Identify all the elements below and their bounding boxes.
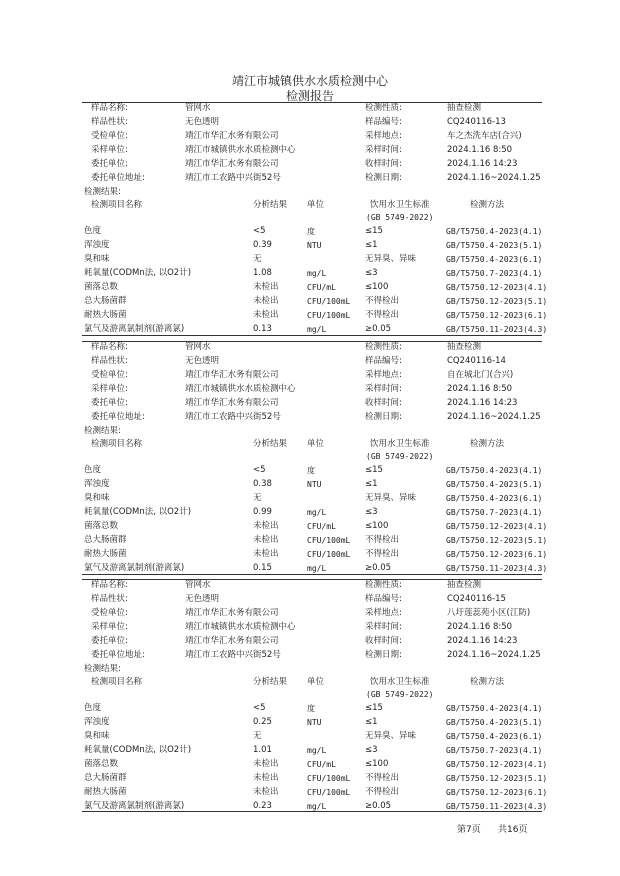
- label-sampling-site: 采样地点:: [365, 608, 402, 618]
- table-row-item: 浑浊度: [84, 479, 110, 489]
- label-entrusted-unit: 受检单位:: [91, 131, 128, 141]
- label-sampling-unit: 采样单位:: [91, 145, 128, 155]
- table-row-standard: ≤3: [365, 507, 378, 517]
- table-row-standard: 无异臭、异味: [365, 493, 417, 503]
- value-sampling-time: 2024.1.16 8:50: [447, 145, 513, 155]
- table-row-standard: 不得检出: [365, 296, 400, 306]
- table-row-item: 菌落总数: [84, 521, 119, 531]
- column-header-method: 检测方法: [470, 677, 505, 687]
- value-test-date: 2024.1.16~2024.1.25: [447, 173, 541, 183]
- table-row-unit: CFU/mL: [307, 522, 336, 531]
- table-row-unit: CFU/100mL: [307, 297, 351, 306]
- label-sampling-time: 采样时间:: [365, 145, 402, 155]
- table-row-method: GB/T5750.4-2023(6.1): [446, 494, 543, 503]
- table-row-standard: 不得检出: [365, 535, 400, 545]
- table-row-unit: CFU/100mL: [307, 774, 351, 783]
- value-sampling-time: 2024.1.16 8:50: [447, 384, 513, 394]
- label-sampling-site: 采样地点:: [365, 370, 402, 380]
- label-sample-property: 样品性状:: [91, 117, 128, 127]
- table-row-method: GB/T5750.4-2023(4.1): [446, 466, 543, 475]
- value-entrusted-unit: 靖江市华汇水务有限公司: [185, 131, 279, 141]
- table-row-method: GB/T5750.11-2023(4.3): [446, 564, 548, 573]
- label-client-address: 委托单位地址:: [91, 412, 145, 422]
- label-sample-no: 样品编号:: [365, 356, 402, 366]
- label-test-date: 检测日期:: [365, 412, 402, 422]
- table-row-item: 总大肠菌群: [84, 773, 127, 783]
- table-row-result: 0.15: [253, 563, 272, 573]
- table-row-result: 未检出: [253, 759, 279, 769]
- label-sampling-time: 采样时间:: [365, 384, 402, 394]
- table-row-result: 0.99: [253, 507, 272, 517]
- table-row-method: GB/T5750.4-2023(4.1): [446, 227, 543, 236]
- value-client-address: 靖江市工农路中兴街52号: [185, 412, 281, 422]
- table-row-result: 无: [253, 254, 262, 264]
- table-row-method: GB/T5750.11-2023(4.3): [446, 325, 548, 334]
- column-header-standard: 饮用水卫生标准: [370, 200, 430, 210]
- value-sampling-unit: 靖江市城镇供水水质检测中心: [185, 145, 296, 155]
- table-row-standard: 不得检出: [365, 773, 400, 783]
- label-test-nature: 检测性质:: [365, 342, 402, 352]
- page-number-current: 第7页: [457, 825, 481, 835]
- table-row-item: 浑浊度: [84, 717, 110, 727]
- table-row-unit: CFU/100mL: [307, 550, 351, 559]
- column-header-unit: 单位: [307, 200, 325, 210]
- table-row-standard: ≤100: [365, 759, 389, 769]
- value-client-unit: 靖江市华汇水务有限公司: [185, 636, 279, 646]
- label-receive-time: 收样时间:: [365, 159, 402, 169]
- value-receive-time: 2024.1.16 14:23: [447, 159, 518, 169]
- table-row-item: 氯气及游离氯制剂(游离氯): [84, 801, 185, 811]
- value-sample-property: 无色透明: [185, 356, 220, 366]
- column-header-unit: 单位: [307, 677, 325, 687]
- table-row-standard: ≥0.05: [365, 324, 392, 334]
- report-doc-title: 检测报告: [285, 89, 334, 103]
- column-header-result: 分析结果: [253, 677, 288, 687]
- table-row-result: 未检出: [253, 521, 279, 531]
- value-client-unit: 靖江市华汇水务有限公司: [185, 159, 279, 169]
- table-row-method: GB/T5750.12-2023(6.1): [446, 311, 548, 320]
- divider-line: [82, 574, 542, 575]
- label-entrusted-unit: 受检单位:: [91, 370, 128, 380]
- table-row-method: GB/T5750.12-2023(4.1): [446, 283, 548, 292]
- results-heading: 检测结果:: [84, 187, 121, 197]
- table-row-item: 氯气及游离氯制剂(游离氯): [84, 324, 185, 334]
- report-org-title: 靖江市城镇供水水质检测中心: [231, 74, 388, 88]
- value-test-date: 2024.1.16~2024.1.25: [447, 412, 541, 422]
- table-row-unit: 度: [307, 704, 315, 713]
- table-row-method: GB/T5750.12-2023(5.1): [446, 297, 548, 306]
- table-row-result: <5: [253, 226, 266, 236]
- table-row-standard: ≤15: [365, 465, 383, 475]
- table-row-unit: CFU/100mL: [307, 536, 351, 545]
- value-test-nature: 抽查检测: [447, 580, 482, 590]
- value-entrusted-unit: 靖江市华汇水务有限公司: [185, 370, 279, 380]
- label-sample-property: 样品性状:: [91, 594, 128, 604]
- value-sample-no: CQ240116-15: [447, 594, 506, 604]
- column-header-item: 检测项目名称: [91, 200, 143, 210]
- value-test-nature: 抽查检测: [447, 342, 482, 352]
- table-row-method: GB/T5750.12-2023(4.1): [446, 760, 548, 769]
- table-row-result: 未检出: [253, 787, 279, 797]
- table-row-result: 0.25: [253, 717, 272, 727]
- table-row-item: 总大肠菌群: [84, 296, 127, 306]
- table-row-method: GB/T5750.4-2023(4.1): [446, 704, 543, 713]
- table-row-item: 色度: [84, 465, 102, 475]
- value-sampling-site: 八圩莲蕊苑小区(江防): [447, 608, 531, 618]
- table-row-unit: mg/L: [307, 746, 327, 755]
- table-row-method: GB/T5750.4-2023(5.1): [446, 718, 543, 727]
- table-row-standard: 不得检出: [365, 310, 400, 320]
- value-receive-time: 2024.1.16 14:23: [447, 636, 518, 646]
- table-row-standard: ≤1: [365, 717, 378, 727]
- label-client-unit: 委托单位:: [91, 398, 128, 408]
- column-header-result: 分析结果: [253, 439, 288, 449]
- table-row-result: 1.08: [253, 268, 272, 278]
- table-row-result: 无: [253, 731, 262, 741]
- label-sample-no: 样品编号:: [365, 594, 402, 604]
- table-row-unit: mg/L: [307, 325, 327, 334]
- table-row-unit: mg/L: [307, 508, 327, 517]
- label-sample-name: 样品名称:: [91, 103, 128, 113]
- table-row-item: 色度: [84, 703, 102, 713]
- results-heading: 检测结果:: [84, 664, 121, 674]
- table-row-method: GB/T5750.11-2023(4.3): [446, 802, 548, 811]
- table-row-unit: 度: [307, 227, 315, 236]
- table-row-standard: ≤1: [365, 240, 378, 250]
- label-sample-name: 样品名称:: [91, 580, 128, 590]
- value-sample-name: 管网水: [185, 580, 211, 590]
- column-header-result: 分析结果: [253, 200, 288, 210]
- results-heading: 检测结果:: [84, 426, 121, 436]
- label-sampling-time: 采样时间:: [365, 622, 402, 632]
- table-row-standard: ≤15: [365, 226, 383, 236]
- column-header-standard-sub: (GB 5749-2022): [366, 213, 434, 222]
- table-row-result: 0.39: [253, 240, 272, 250]
- table-row-method: GB/T5750.12-2023(5.1): [446, 774, 548, 783]
- table-row-standard: ≤100: [365, 521, 389, 531]
- table-row-item: 氯气及游离氯制剂(游离氯): [84, 563, 185, 573]
- table-row-method: GB/T5750.4-2023(6.1): [446, 732, 543, 741]
- table-row-method: GB/T5750.4-2023(6.1): [446, 255, 543, 264]
- table-row-method: GB/T5750.4-2023(5.1): [446, 480, 543, 489]
- table-row-item: 臭和味: [84, 254, 110, 264]
- table-row-result: 未检出: [253, 282, 279, 292]
- label-sampling-site: 采样地点:: [365, 131, 402, 141]
- table-row-item: 臭和味: [84, 731, 110, 741]
- label-test-nature: 检测性质:: [365, 580, 402, 590]
- table-row-item: 耐热大肠菌: [84, 310, 127, 320]
- value-entrusted-unit: 靖江市华汇水务有限公司: [185, 608, 279, 618]
- table-row-standard: ≤1: [365, 479, 378, 489]
- table-row-result: 未检出: [253, 549, 279, 559]
- table-row-unit: mg/L: [307, 564, 327, 573]
- table-row-result: 未检出: [253, 535, 279, 545]
- table-row-method: GB/T5750.7-2023(4.1): [446, 508, 543, 517]
- table-row-unit: NTU: [307, 718, 322, 727]
- column-header-standard-sub: (GB 5749-2022): [366, 690, 434, 699]
- table-row-item: 菌落总数: [84, 282, 119, 292]
- value-sampling-time: 2024.1.16 8:50: [447, 622, 513, 632]
- label-sampling-unit: 采样单位:: [91, 384, 128, 394]
- table-row-method: GB/T5750.12-2023(6.1): [446, 550, 548, 559]
- table-row-result: 无: [253, 493, 262, 503]
- value-sample-property: 无色透明: [185, 117, 220, 127]
- value-sample-no: CQ240116-13: [447, 117, 506, 127]
- value-sampling-unit: 靖江市城镇供水水质检测中心: [185, 384, 296, 394]
- page-number-total: 共16页: [498, 825, 528, 835]
- table-row-standard: ≤15: [365, 703, 383, 713]
- table-row-item: 耐热大肠菌: [84, 787, 127, 797]
- table-row-unit: NTU: [307, 480, 322, 489]
- label-sampling-unit: 采样单位:: [91, 622, 128, 632]
- table-row-item: 浑浊度: [84, 240, 110, 250]
- value-test-date: 2024.1.16~2024.1.25: [447, 650, 541, 660]
- label-test-nature: 检测性质:: [365, 103, 402, 113]
- table-row-unit: CFU/100mL: [307, 311, 351, 320]
- table-row-item: 菌落总数: [84, 759, 119, 769]
- table-row-unit: CFU/mL: [307, 760, 336, 769]
- table-row-method: GB/T5750.7-2023(4.1): [446, 269, 543, 278]
- table-row-unit: NTU: [307, 241, 322, 250]
- value-sample-property: 无色透明: [185, 594, 220, 604]
- column-header-standard-sub: (GB 5749-2022): [366, 452, 434, 461]
- column-header-unit: 单位: [307, 439, 325, 449]
- table-row-result: <5: [253, 703, 266, 713]
- table-row-standard: ≤3: [365, 268, 378, 278]
- table-row-result: 0.23: [253, 801, 272, 811]
- value-sample-no: CQ240116-14: [447, 356, 506, 366]
- label-receive-time: 收样时间:: [365, 636, 402, 646]
- table-row-result: 0.13: [253, 324, 272, 334]
- table-row-standard: ≥0.05: [365, 801, 392, 811]
- column-header-standard: 饮用水卫生标准: [370, 677, 430, 687]
- table-row-method: GB/T5750.4-2023(5.1): [446, 241, 543, 250]
- value-client-address: 靖江市工农路中兴街52号: [185, 173, 281, 183]
- table-row-result: 0.38: [253, 479, 272, 489]
- table-row-standard: ≤3: [365, 745, 378, 755]
- table-row-item: 耗氧量(CODMn法, 以O2计): [84, 268, 192, 278]
- table-row-method: GB/T5750.12-2023(4.1): [446, 522, 548, 531]
- table-row-item: 耐热大肠菌: [84, 549, 127, 559]
- column-header-item: 检测项目名称: [91, 677, 143, 687]
- table-row-unit: CFU/100mL: [307, 788, 351, 797]
- table-row-standard: 无异臭、异味: [365, 731, 417, 741]
- table-row-unit: mg/L: [307, 269, 327, 278]
- table-row-unit: mg/L: [307, 802, 327, 811]
- value-test-nature: 抽查检测: [447, 103, 482, 113]
- table-row-method: GB/T5750.7-2023(4.1): [446, 746, 543, 755]
- table-row-result: 未检出: [253, 296, 279, 306]
- table-row-standard: 不得检出: [365, 549, 400, 559]
- label-sample-no: 样品编号:: [365, 117, 402, 127]
- table-row-result: 1.01: [253, 745, 272, 755]
- label-sample-name: 样品名称:: [91, 342, 128, 352]
- column-header-item: 检测项目名称: [91, 439, 143, 449]
- value-client-unit: 靖江市华汇水务有限公司: [185, 398, 279, 408]
- column-header-standard: 饮用水卫生标准: [370, 439, 430, 449]
- table-row-unit: 度: [307, 466, 315, 475]
- table-row-standard: 无异臭、异味: [365, 254, 417, 264]
- table-row-method: GB/T5750.12-2023(5.1): [446, 536, 548, 545]
- table-row-unit: CFU/mL: [307, 283, 336, 292]
- value-sample-name: 管网水: [185, 103, 211, 113]
- table-row-result: 未检出: [253, 310, 279, 320]
- column-header-method: 检测方法: [470, 200, 505, 210]
- table-row-item: 总大肠菌群: [84, 535, 127, 545]
- label-entrusted-unit: 受检单位:: [91, 608, 128, 618]
- table-row-result: <5: [253, 465, 266, 475]
- table-row-standard: ≤100: [365, 282, 389, 292]
- value-receive-time: 2024.1.16 14:23: [447, 398, 518, 408]
- table-row-item: 色度: [84, 226, 102, 236]
- label-client-unit: 委托单位:: [91, 159, 128, 169]
- label-receive-time: 收样时间:: [365, 398, 402, 408]
- divider-line: [82, 335, 542, 336]
- column-header-method: 检测方法: [470, 439, 505, 449]
- label-sample-property: 样品性状:: [91, 356, 128, 366]
- label-client-address: 委托单位地址:: [91, 173, 145, 183]
- label-test-date: 检测日期:: [365, 650, 402, 660]
- value-sample-name: 管网水: [185, 342, 211, 352]
- table-row-standard: ≥0.05: [365, 563, 392, 573]
- table-row-standard: 不得检出: [365, 787, 400, 797]
- table-row-item: 耗氧量(CODMn法, 以O2计): [84, 745, 192, 755]
- table-row-item: 耗氧量(CODMn法, 以O2计): [84, 507, 192, 517]
- label-test-date: 检测日期:: [365, 173, 402, 183]
- label-client-address: 委托单位地址:: [91, 650, 145, 660]
- value-client-address: 靖江市工农路中兴街52号: [185, 650, 281, 660]
- table-row-item: 臭和味: [84, 493, 110, 503]
- value-sampling-site: 车之杰洗车店(合兴): [447, 131, 522, 141]
- value-sampling-site: 自在城北门(合兴): [447, 370, 514, 380]
- table-row-method: GB/T5750.12-2023(6.1): [446, 788, 548, 797]
- value-sampling-unit: 靖江市城镇供水水质检测中心: [185, 622, 296, 632]
- label-client-unit: 委托单位:: [91, 636, 128, 646]
- table-row-result: 未检出: [253, 773, 279, 783]
